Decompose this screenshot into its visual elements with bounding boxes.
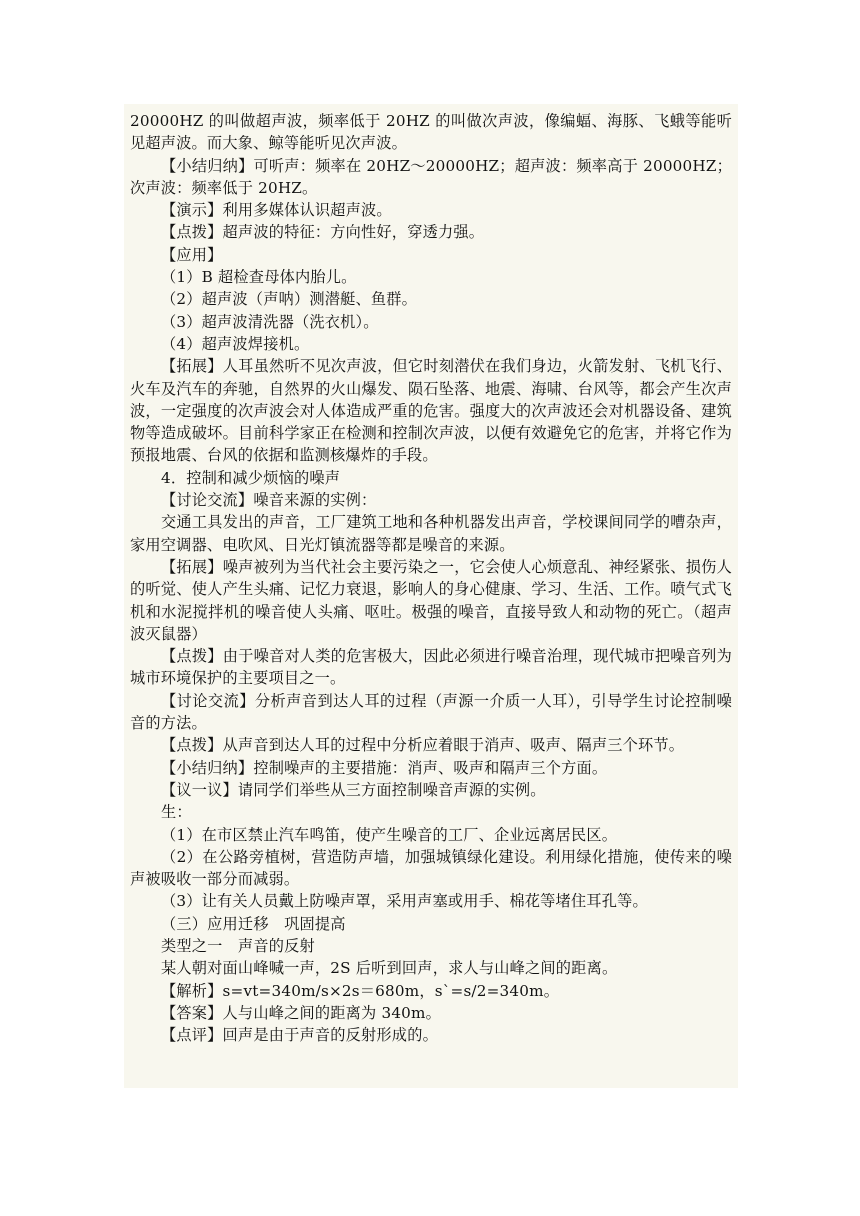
paragraph: 交通工具发出的声音，工厂建筑工地和各种机器发出声音，学校课间同学的嘈杂声，家用空调器、电吹风、日光灯镇流器等都是噪音的来源。 [130, 513, 732, 554]
document-page [124, 104, 738, 1088]
section-heading: （三）应用迁移 巩固提高 [161, 914, 346, 933]
paragraph: 【应用】 [161, 245, 223, 264]
subsection-heading: 类型之一 声音的反射 [161, 936, 315, 955]
list-item: （2）在公路旁植树，营造防声墙，加强城镇绿化建设。利用绿化措施，使传来的噪声被吸收一部分而减弱。 [130, 847, 732, 889]
paragraph: 【小结归纳】可听声：频率在 20HZ～20000HZ；超声波：频率高于 20000HZ；次声波：频率低于 20HZ。 [130, 156, 732, 197]
list-item: （2）超声波（声呐）测潜艇、鱼群。 [161, 290, 418, 309]
paragraph: 【讨论交流】分析声音到达人耳的过程（声源一介质一人耳），引导学生讨论控制噪音的方法。 [130, 691, 732, 733]
list-item: （3）让有关人员戴上防噪声罩，采用声塞或用手、棉花等堵住耳孔等。 [161, 892, 648, 911]
answer-text: 【答案】人与山峰之间的距离为 340m。 [161, 1003, 442, 1022]
paragraph: 【点拨】由于噪音对人类的危害极大，因此必须进行噪音治理，现代城市把噪音列为城市环境保护的主要项目之一。 [130, 647, 732, 688]
section-heading: 4．控制和减少烦恼的噪声 [161, 468, 341, 487]
list-item: （1）在市区禁止汽车鸣笛，使产生噪音的工厂、企业远离居民区。 [161, 825, 618, 844]
analysis-text: 【解析】s=vt=340m/s×2s＝680m，s`=s/2=340m。 [161, 981, 560, 1000]
paragraph: 生： [161, 803, 192, 822]
paragraph: 【点拨】超声波的特征：方向性好，穿透力强。 [161, 223, 485, 242]
paragraph: 【拓展】噪声被列为当代社会主要污染之一，它会使人心烦意乱、神经紧张、损伤人的听觉、使人产生头痛、记忆力衰退，影响人的身心健康、学习、生活、工作。喷气式飞机和水泥搅拌机的噪音使人头痛、呕吐。极强的噪音，直接导致人和动物的死亡。（超声波灭鼠器） [130, 557, 732, 643]
paragraph: 【议一议】请同学们举些从三方面控制噪音声源的实例。 [161, 780, 546, 799]
paragraph: 【小结归纳】控制噪声的主要措施：消声、吸声和隔声三个方面。 [161, 758, 608, 777]
paragraph: 20000HZ 的叫做超声波，频率低于 20HZ 的叫做次声波，像编蝠、海豚、飞蛾等能听见超声波。而大象、鲸等能听见次声波。 [130, 112, 732, 153]
comment-text: 【点评】回声是由于声音的反射形成的。 [161, 1026, 438, 1045]
paragraph: 【点拨】从声音到达人耳的过程中分析应着眼于消声、吸声、隔声三个环节。 [161, 736, 685, 755]
list-item: （1）B 超检查母体内胎儿。 [161, 268, 357, 287]
list-item: （3）超声波清洗器（洗衣机）。 [161, 312, 379, 331]
question-text: 某人朝对面山峰喊一声，2S 后听到回声，求人与山峰之间的距离。 [161, 959, 618, 978]
paragraph: 【拓展】人耳虽然听不见次声波，但它时刻潜伏在我们身边，火箭发射、飞机飞行、火车及汽车的奔驰，自然界的火山爆发、陨石坠落、地震、海啸、台风等，都会产生次声波，一定强度的次声波会对人体造成严重的危害。强度大的次声波还会对机器设备、建筑物等造成破坏。目前科学家正在检测和控制次声波，以便有效避免它的危害，并将它作为预报地震、台风的依据和监测核爆炸的手段。 [130, 357, 732, 465]
paragraph: 【讨论交流】噪音来源的实例： [161, 491, 377, 510]
list-item: （4）超声波焊接机。 [161, 334, 310, 353]
paragraph: 【演示】利用多媒体认识超声波。 [161, 201, 392, 220]
document-body [130, 110, 732, 1046]
